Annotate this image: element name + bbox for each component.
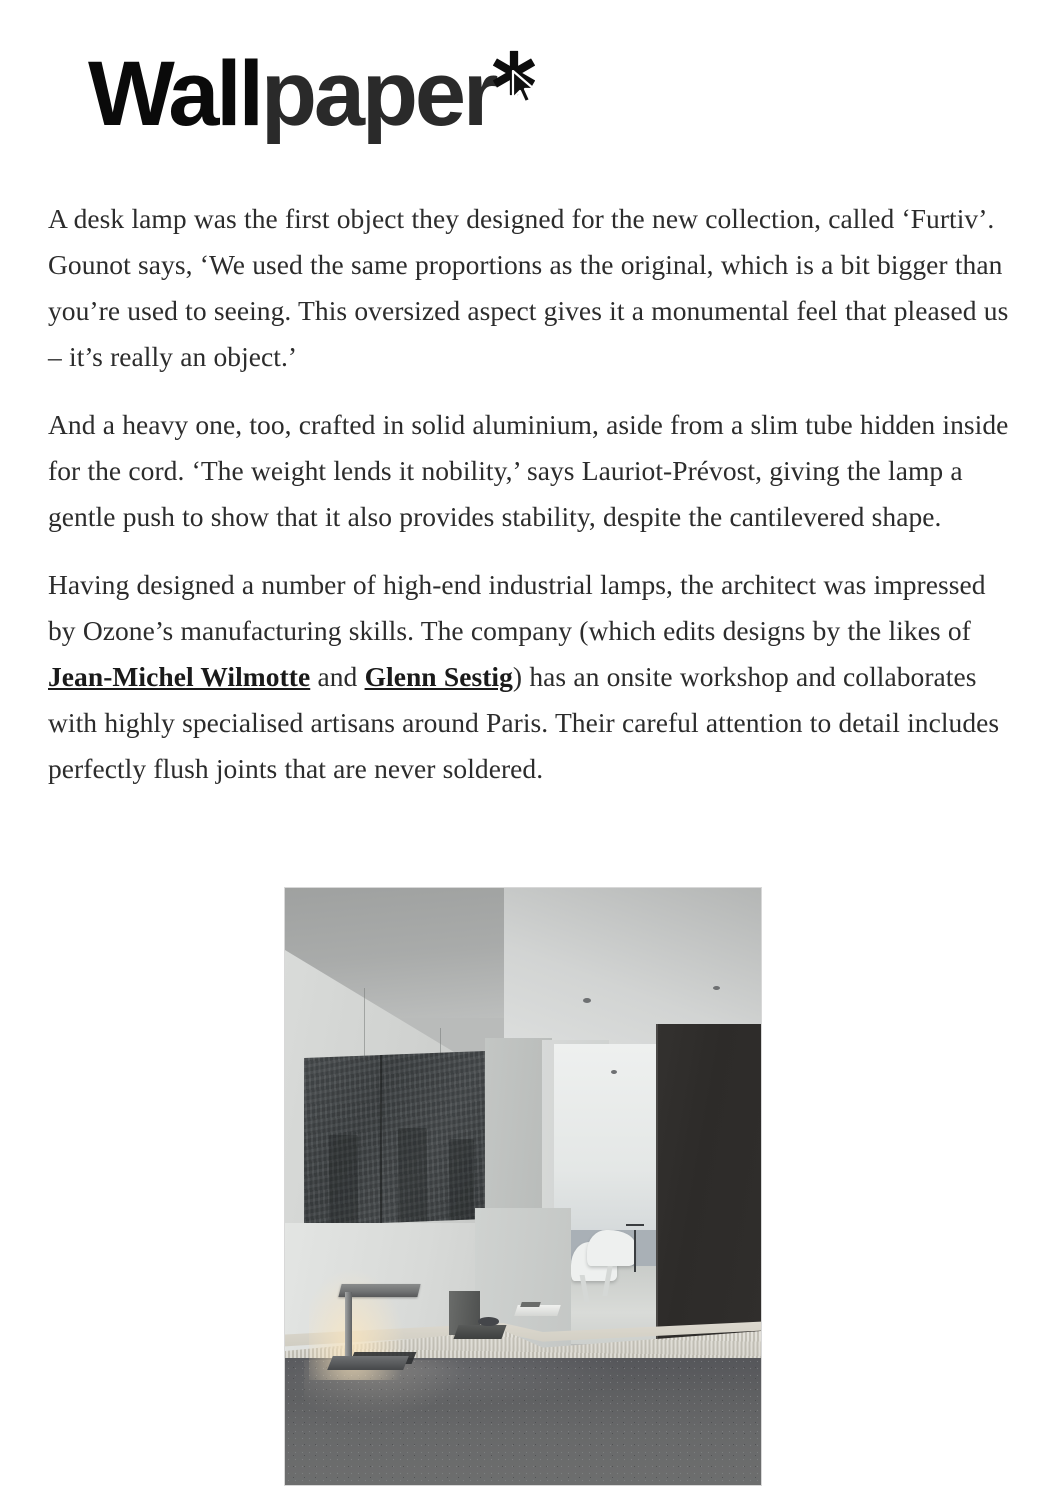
photo-lamp-stem [345, 1292, 352, 1366]
link-glenn-sestig[interactable]: Glenn Sestig [364, 661, 513, 692]
photo-object-bowl [478, 1317, 499, 1326]
photo-object-books-top [520, 1302, 541, 1307]
site-masthead [88, 43, 545, 158]
logo-text-paper: paper [260, 43, 496, 145]
paragraph-3-lead: Having designed a number of high-end industrial lamps, the architect was impressed by Ozone’s manufacturing skills. The company (which edits designs by the likes of [48, 569, 986, 646]
wallpaper-logo[interactable] [88, 43, 545, 145]
paragraph-3-tail: ) has an onsite workshop and collaborates with highly specialised artisans around Paris. Their careful attention to detail includes perfectly flush joints that are never soldered. [48, 661, 1000, 784]
link-jean-michel-wilmotte[interactable]: Jean-Michel Wilmotte [48, 661, 311, 692]
paragraph-3 [48, 562, 1016, 792]
photo-artwork-seam [380, 1051, 382, 1226]
photo-object-block [454, 1325, 507, 1339]
paragraph-1: A desk lamp was the first object they designed for the new collection, called ‘Furtiv’. Gounot says, ‘We used the same proportions as the original, which is a bit bigger than you’re used to seeing. This oversized aspect gives it a monumental feel that pleased us – it’s really an object.’ [48, 203, 1009, 372]
photo-chair-2 [587, 1230, 635, 1266]
photo-artwork-notch-1 [329, 1135, 358, 1226]
paragraph-3-mid: and [310, 661, 365, 692]
photo-far-side-table [626, 1224, 644, 1226]
photo-artwork-notch-2 [398, 1128, 427, 1226]
photo-lamp-base [327, 1356, 409, 1370]
article-figure [285, 888, 761, 1485]
article-body [48, 196, 1016, 792]
asterisk-icon [491, 50, 537, 96]
interior-photograph [285, 888, 761, 1485]
photo-dark-panel [656, 1024, 761, 1364]
photo-ceiling-light-1 [583, 998, 591, 1003]
photo-stone-artwork [304, 1051, 485, 1226]
logo-text-wall: Wall [88, 43, 261, 145]
photo-ceiling-light-3 [611, 1070, 617, 1074]
photo-far-side-table-stem [634, 1230, 636, 1272]
photo-artwork-notch-3 [449, 1139, 474, 1227]
logo-asterisk-wrap [495, 48, 545, 140]
paragraph-2: And a heavy one, too, crafted in solid aluminium, aside from a slim tube hidden inside for the cord. ‘The weight lends it nobility,’ says Lauriot-Prévost, giving the lamp a gentle push to show that it also provides stability, despite the cantilevered shape. [48, 409, 1009, 532]
